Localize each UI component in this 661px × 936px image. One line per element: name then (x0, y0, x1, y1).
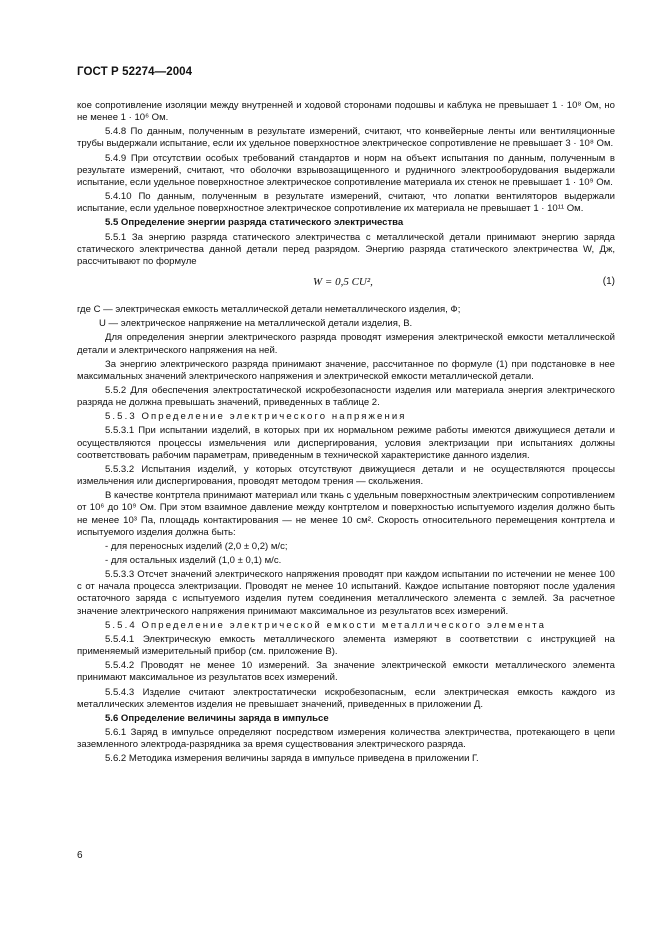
paragraph: 5.4.10 По данным, полученным в результате измерений, считают, что лопатки вентиляторов выдержали испытание, если удельное поверхностное электрическое сопротивление их материала не превышает 1 · 10¹¹ Ом. (77, 191, 615, 215)
paragraph: Для определения энергии электрического разряда проводят измерения электрической емкости металлической детали и электрического напряжения на ней. (77, 332, 615, 356)
page-number: 6 (77, 850, 83, 861)
paragraph: 5.5.1 За энергию разряда статического электричества с металлической детали принимают энергию заряда статического электричества данной детали перед разрядом. Энергию разряда статического электричества W, Дж, рассчитывают по формуле (77, 231, 615, 267)
list-item: - для переносных изделий (2,0 ± 0,2) м/с; (105, 540, 288, 552)
subsection-heading: 5.5.3 Определение электрического напряжения (105, 411, 407, 423)
paragraph: 5.5.4.2 Проводят не менее 10 измерений. За значение электрической емкости металлического элемента принимают максимальное из результатов всех измерений. (77, 660, 615, 684)
paragraph: кое сопротивление изоляции между внутренней и ходовой сторонами подошвы и каблука не превышает 1 · 10⁸ Ом, но не менее 1 · 10⁶ Ом. (77, 100, 615, 124)
paragraph: 5.5.3.2 Испытания изделий, у которых отсутствуют движущиеся детали и не осуществляются процессы измельчения или диспергирования, проводят методом трения — скольжения. (77, 463, 615, 488)
formula-block (77, 272, 615, 298)
formula-expression: W = 0,5 CU², (313, 276, 373, 289)
document-body (77, 100, 615, 768)
list-item: - для остальных изделий (1,0 ± 0,1) м/с. (105, 555, 282, 566)
paragraph: 5.5.4.1 Электрическую емкость металлического элемента измеряют в соответствии с инструкцией на применяемый измерительный прибор (см. приложение В). (77, 633, 615, 658)
paragraph: 5.4.9 При отсутствии особых требований стандартов и норм на объект испытания по данным, полученным в результате измерений, считают, что оболочки взрывозащищенного и рудничного электрооборудования выдержали испытание, если удельное поверхностное электрическое сопротивление материала их стенок не превышает 1 · 10⁹ Ом. (77, 152, 615, 188)
paragraph: 5.5.3.1 При испытании изделий, в которых при их нормальном режиме работы имеются движущиеся детали и осуществляются процессы измельчения или диспергирования, условия электризации при испытаниях должны соответствовать рабочим параметрам, приведенным в технической характеристике данного изделия. (77, 425, 615, 461)
paragraph: 5.4.8 По данным, полученным в результате измерений, считают, что конвейерные ленты или вентиляционные трубы выдержали испытание, если их удельное поверхностное электрическое сопротивление не превышает 3 · 10⁸ Ом. (77, 126, 615, 150)
formula-number: (1) (602, 276, 615, 288)
paragraph: 5.5.4.3 Изделие считают электростатически искробезопасным, если электрическая емкость каждого из металлических элементов изделия не превышает значений, приведенных в приложении Д. (77, 686, 615, 710)
paragraph: 5.6.1 Заряд в импульсе определяют посредством измерения количества электричества, протекающего в цепи заземленного электрода-разрядника за время существования электрического разряда. (77, 727, 615, 751)
paragraph: В качестве контртела принимают материал или ткань с удельным поверхностным электрическим сопротивлением от 10⁶ до 10⁹ Ом. При этом взаимное давление между контртелом и поверхностью испытуемого изделия должно быть не менее 10³ Па, площадь контактирования — не менее 10 см². Скорость относительного перемещения контртела и испытуемого изделия должна быть: (77, 490, 615, 538)
paragraph: U — электрическое напряжение на металлической детали изделия, В. (99, 318, 413, 330)
paragraph: За энергию электрического разряда принимают значение, рассчитанное по формуле (1) при подстановке в нее максимальных значений электрического напряжения и электрической емкости металлической детали. (77, 358, 615, 382)
section-heading: 5.5 Определение энергии разряда статического электричества (105, 217, 404, 229)
document-code-header: ГОСТ Р 52274—2004 (77, 66, 193, 78)
paragraph: 5.6.2 Методика измерения величины заряда в импульсе приведена в приложении Г. (105, 753, 479, 765)
paragraph: 5.5.2 Для обеспечения электростатической искробезопасности изделия или материала энергия электрического разряда не должна превышать значений, приведенных в таблице 2. (77, 384, 615, 409)
subsection-heading: 5.5.4 Определение электрической емкости металлического элемента (105, 619, 547, 631)
paragraph: 5.5.3.3 Отсчет значений электрического напряжения проводят при каждом испытании по истечении не менее 100 с от начала процесса электризации. Проводят не менее 10 испытаний. Каждое испытание повторяют после удаления остаточного заряда с испытуемого изделия путем соединения металлического элемента с землей. За расчетное значение электрического напряжения принимают максимальное из результатов всех измерений. (77, 569, 615, 617)
paragraph: где C — электрическая емкость металлической детали неметаллического изделия, Ф; (77, 304, 461, 316)
section-heading: 5.6 Определение величины заряда в импульсе (105, 712, 329, 724)
